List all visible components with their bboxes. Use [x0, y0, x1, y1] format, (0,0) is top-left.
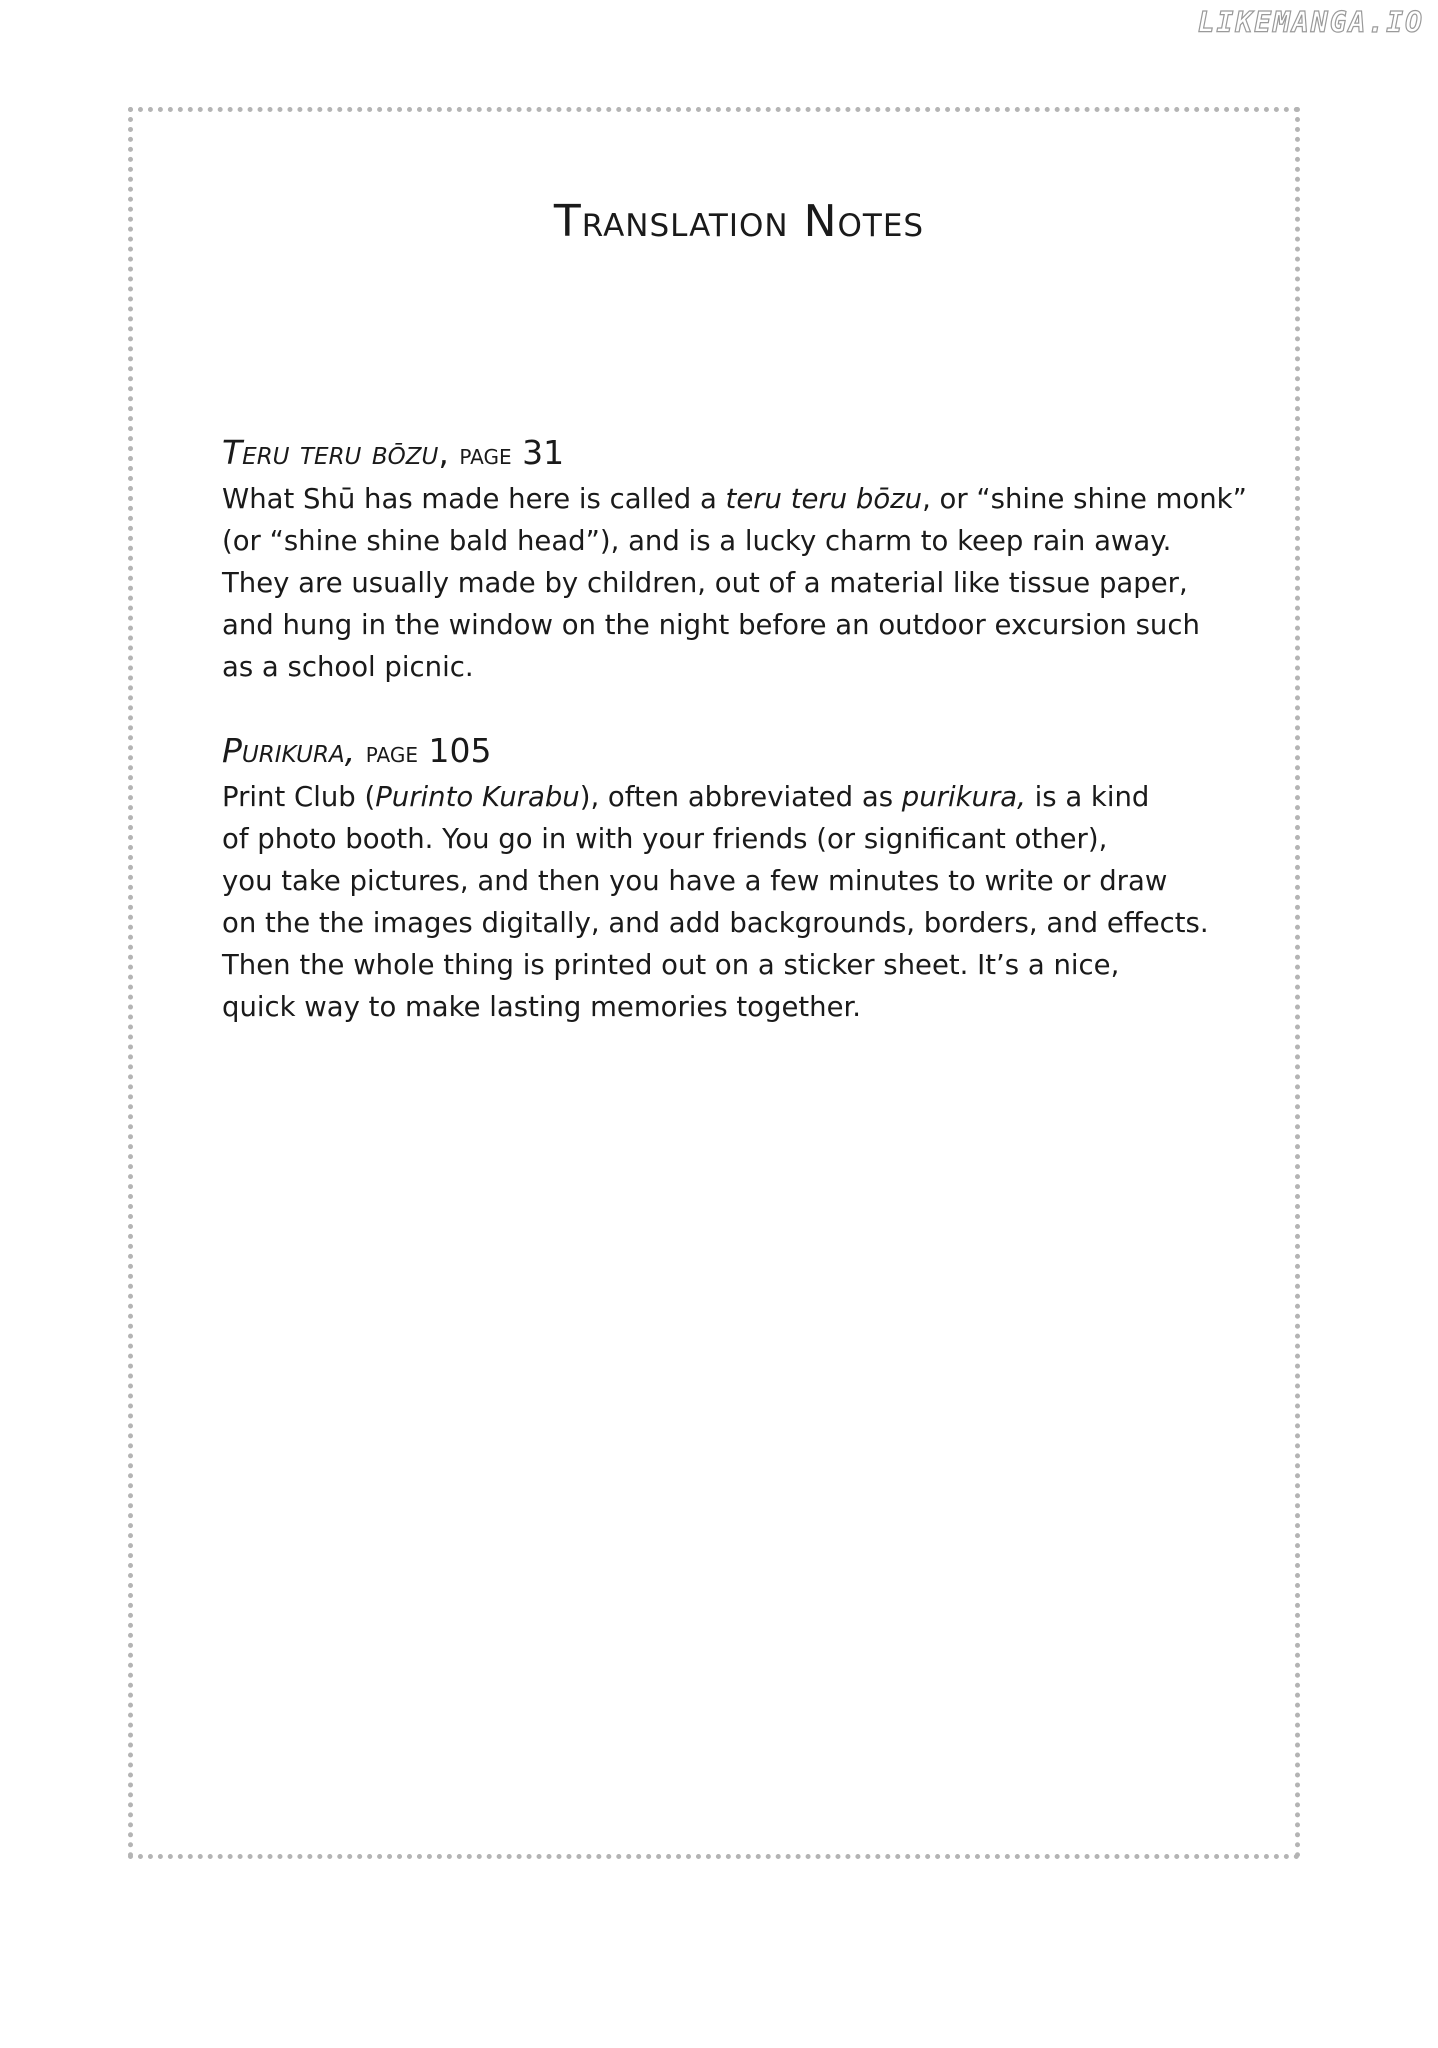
note-heading	[222, 728, 1222, 776]
notes-list	[222, 430, 1247, 1068]
text-run: and hung in the window on the night before an outdoor excursion such	[222, 609, 1200, 641]
note-line	[222, 860, 1222, 902]
note-heading	[222, 430, 1222, 478]
note-line	[222, 562, 1222, 604]
note-line	[222, 818, 1222, 860]
text-run: (or “shine shine bald head”), and is a lucky charm to keep rain away.	[222, 525, 1172, 557]
note-page-word: page	[459, 438, 512, 471]
note-page-number: 31	[522, 433, 565, 472]
note-line	[222, 902, 1222, 944]
note-line	[222, 478, 1247, 520]
note-line	[222, 604, 1222, 646]
note-body	[222, 478, 1247, 688]
text-run: on the the images digitally, and add backgrounds, borders, and effects.	[222, 907, 1209, 939]
text-run: , or “shine shine monk”	[922, 483, 1247, 515]
text-run: They are usually made by children, out of a material like tissue paper,	[222, 567, 1188, 599]
italic-term: Purinto Kurabu	[375, 781, 580, 813]
text-run: What Shū has made here is called a	[222, 483, 726, 515]
text-run: of photo booth. You go in with your friends (or significant other),	[222, 823, 1108, 855]
text-run: you take pictures, and then you have a few minutes to write or draw	[222, 865, 1168, 897]
text-run: is a kind	[1025, 781, 1150, 813]
text-run: quick way to make lasting memories together.	[222, 991, 862, 1023]
note-line	[222, 646, 1222, 688]
note-body	[222, 776, 1222, 1028]
note-term: Purikura,	[222, 731, 356, 770]
note-line	[222, 520, 1222, 562]
text-run: ), often abbreviated as	[579, 781, 902, 813]
note-purikura	[222, 728, 1222, 1028]
note-term: Teru teru bōzu	[222, 433, 439, 472]
text-run: as a school picnic.	[222, 651, 474, 683]
note-line	[222, 986, 1222, 1028]
note-teru-teru-bozu	[222, 430, 1247, 688]
italic-term: teru teru bōzu	[725, 483, 923, 515]
italic-term: purikura,	[901, 781, 1026, 813]
text-run: Print Club (	[222, 781, 376, 813]
page-title: Translation Notes	[553, 196, 925, 247]
text-run: Then the whole thing is printed out on a sticker sheet. It’s a nice,	[222, 949, 1120, 981]
note-line	[222, 944, 1222, 986]
note-line	[222, 776, 1222, 818]
note-page-number: 105	[428, 731, 492, 770]
site-watermark: LIKEMANGA.IO	[1197, 6, 1424, 39]
note-heading-separator: ,	[438, 433, 460, 472]
note-page-word: page	[365, 736, 418, 769]
